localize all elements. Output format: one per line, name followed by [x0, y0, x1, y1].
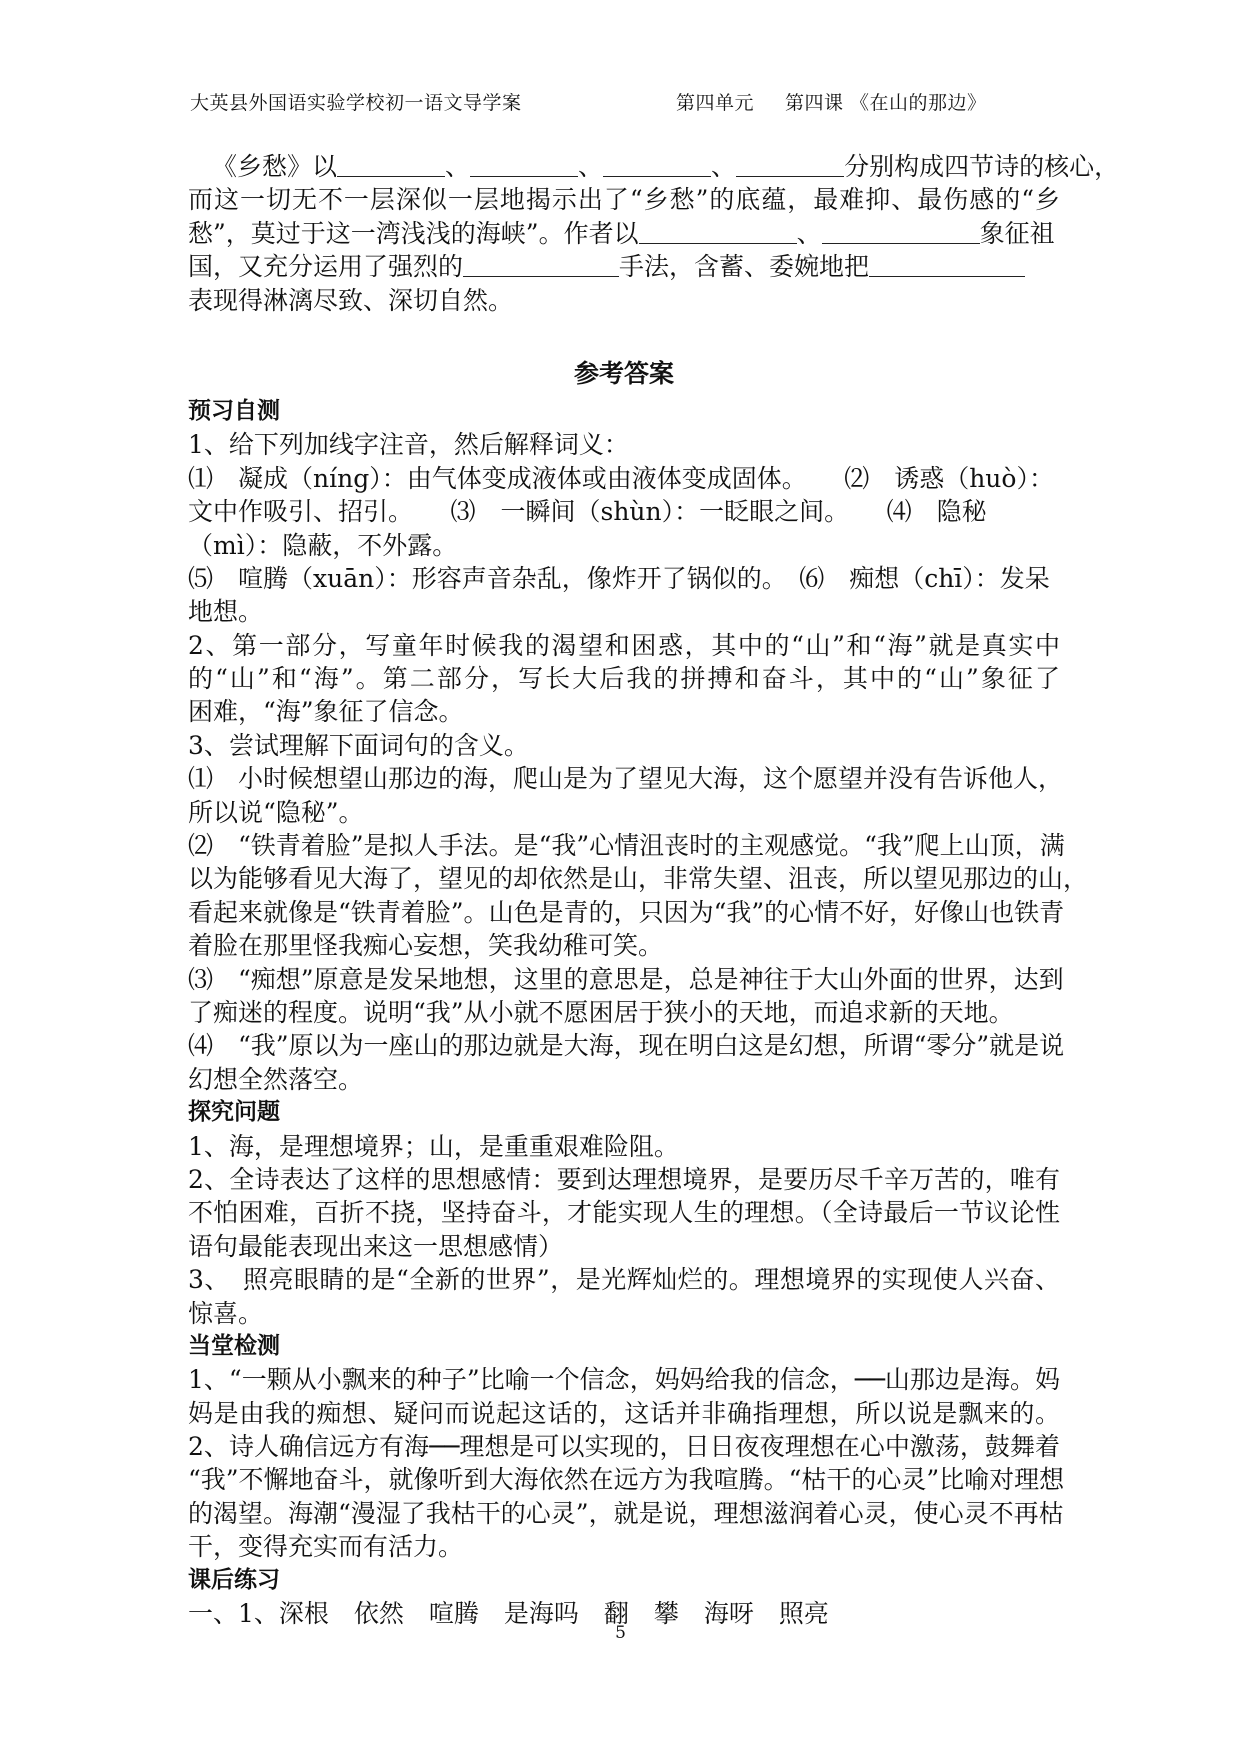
fill-in-paragraph — [188, 150, 1120, 317]
answer-line: 了痴迷的程度。说明“我”从小就不愿困居于狭小的天地，而追求新的天地。 — [188, 997, 1014, 1027]
answer-blank[interactable] — [869, 250, 1025, 277]
section-heading-inquiry: 探究问题 — [188, 1099, 280, 1126]
header-lesson: 第四课 《在山的那边》 — [785, 92, 987, 114]
document-body — [188, 150, 1120, 1630]
answer-line: 困难，“海”象征了信念。 — [188, 697, 464, 727]
answer-line: 2、第一部分，写童年时候我的渴望和困惑，其中的“山”和“海”就是真实中 — [188, 630, 1060, 660]
section-heading-after-class-exercise: 课后练习 — [188, 1566, 280, 1593]
fill-line-3 — [188, 217, 1060, 250]
answer-line: ⑴ 凝成（níng）：由气体变成液体或由液体变成固体。 ⑵ 诱惑（huò）： — [188, 463, 1054, 493]
answer-line: 干，变得充实而有活力。 — [188, 1532, 464, 1562]
answer-line: 的“山”和“海”。第二部分，写长大后我的拼搏和奋斗，其中的“山”象征了 — [188, 664, 1060, 694]
header-unit: 第四单元 — [676, 92, 755, 114]
answer-line: 所以说“隐秘”。 — [188, 797, 364, 827]
answer-line: 惊喜。 — [188, 1298, 264, 1328]
answer-blank[interactable] — [736, 150, 844, 177]
answer-blank[interactable] — [603, 150, 711, 177]
answer-line: 2、诗人确信远方有海──理想是可以实现的，日日夜夜理想在心中激荡，鼓舞着 — [188, 1432, 1060, 1462]
answer-blank[interactable] — [463, 250, 619, 277]
fill-line-5: 表现得淋漓尽致、深切自然。 — [188, 285, 514, 315]
answer-line: “我”不懈地奋斗，就像听到大海依然在远方为我喧腾。“枯干的心灵”比喻对理想 — [188, 1465, 1065, 1495]
answer-line: ⑵ “铁青着脸”是拟人手法。是“我”心情沮丧时的主观感觉。“我”爬上山顶，满 — [188, 831, 1065, 861]
fill-text: 分别构成四节诗的核心， — [844, 152, 1120, 181]
answer-line: （mì）：隐蔽，不外露。 — [188, 530, 458, 560]
separator: 、 — [578, 152, 604, 181]
separator: 、 — [711, 152, 737, 181]
answer-line: 文中作吸引、招引。 ⑶ 一瞬间（shùn）：一眨眼之间。 ⑷ 隐秘 — [188, 497, 987, 527]
section-heading-preview: 预习自测 — [188, 397, 280, 424]
answer-line: 地想。 — [188, 597, 264, 627]
fill-text: 手法，含蓄、委婉地把 — [619, 252, 870, 282]
answer-line: ⑶ “痴想”原意是发呆地想，这里的意思是，总是神往于大山外面的世界，达到 — [188, 964, 1064, 994]
answers-title: 参考答案 — [573, 358, 674, 388]
fill-line-4 — [188, 250, 1060, 283]
page-number: 5 — [615, 1623, 626, 1643]
answer-line: ⑴ 小时候想望山那边的海，爬山是为了望见大海，这个愿望并没有告诉他人， — [188, 764, 1064, 794]
answer-line: 3、尝试理解下面词句的含义。 — [188, 730, 529, 760]
answer-line: 1、“一颗从小飘来的种子”比喻一个信念，妈妈给我的信念，──山那边是海。妈 — [188, 1365, 1060, 1395]
answer-blank[interactable] — [822, 217, 980, 244]
fill-text: 愁”，莫过于这一湾浅浅的海峡”。作者以 — [188, 218, 639, 248]
answer-line: 看起来就像是“铁青着脸”。山色是青的，只因为“我”的心情不好，好像山也铁青 — [188, 897, 1065, 927]
answer-line: 不怕困难，百折不挠，坚持奋斗，才能实现人生的理想。（全诗最后一节议论性 — [188, 1198, 1060, 1228]
fill-text: 国，又充分运用了强烈的 — [188, 252, 464, 282]
answer-line: 3、 照亮眼睛的是“全新的世界”，是光辉灿烂的。理想境界的实现使人兴奋、 — [188, 1265, 1060, 1295]
answer-line: 妈是由我的痴想、疑问而说起这话的，这话并非确指理想，所以说是飘来的。 — [188, 1398, 1060, 1428]
section-heading-in-class-test: 当堂检测 — [188, 1332, 280, 1359]
answer-blank[interactable] — [470, 150, 578, 177]
answer-line: 以为能够看见大海了，望见的却依然是山，非常失望、沮丧，所以望见那边的山， — [188, 864, 1089, 894]
answer-line: 的渴望。海潮“漫湿了我枯干的心灵”，就是说，理想滋润着心灵，使心灵不再枯 — [188, 1498, 1064, 1528]
answer-line: 1、海，是理想境界；山，是重重艰难险阻。 — [188, 1131, 679, 1161]
answer-line: ⑸ 喧腾（xuān）：形容声音杂乱，像炸开了锅似的。 ⑹ 痴想（chī）：发呆 — [188, 563, 1050, 593]
answer-line: 2、全诗表达了这样的思想感情：要到达理想境界，是要历尽千辛万苦的，唯有 — [188, 1164, 1060, 1194]
separator: 、 — [445, 152, 471, 181]
fill-line-2: 而这一切无不一层深似一层地揭示出了“乡愁”的底蕴，最难抑、最伤感的“乡 — [188, 185, 1060, 215]
answer-line: 1、给下列加线字注音，然后解释词义： — [188, 430, 629, 460]
answer-blank[interactable] — [639, 217, 797, 244]
fill-text: 象征祖 — [979, 218, 1055, 248]
fill-line-1 — [188, 150, 1120, 183]
separator: 、 — [796, 218, 822, 248]
answer-blank[interactable] — [337, 150, 445, 177]
header-school-title: 大英县外国语实验学校初一语文导学案 — [190, 92, 522, 114]
answer-line: 一、1、深根 依然 喧腾 是海吗 翻 攀 海呀 照亮 — [188, 1599, 829, 1629]
answer-line: 语句最能表现出来这一思想感情） — [188, 1231, 564, 1261]
answer-line: 着脸在那里怪我痴心妄想，笑我幼稚可笑。 — [188, 931, 664, 961]
fill-text: 《乡愁》以 — [212, 152, 338, 181]
answer-line: ⑷ “我”原以为一座山的那边就是大海，现在明白这是幻想，所谓“零分”就是说 — [188, 1031, 1065, 1061]
answer-line: 幻想全然落空。 — [188, 1064, 364, 1094]
